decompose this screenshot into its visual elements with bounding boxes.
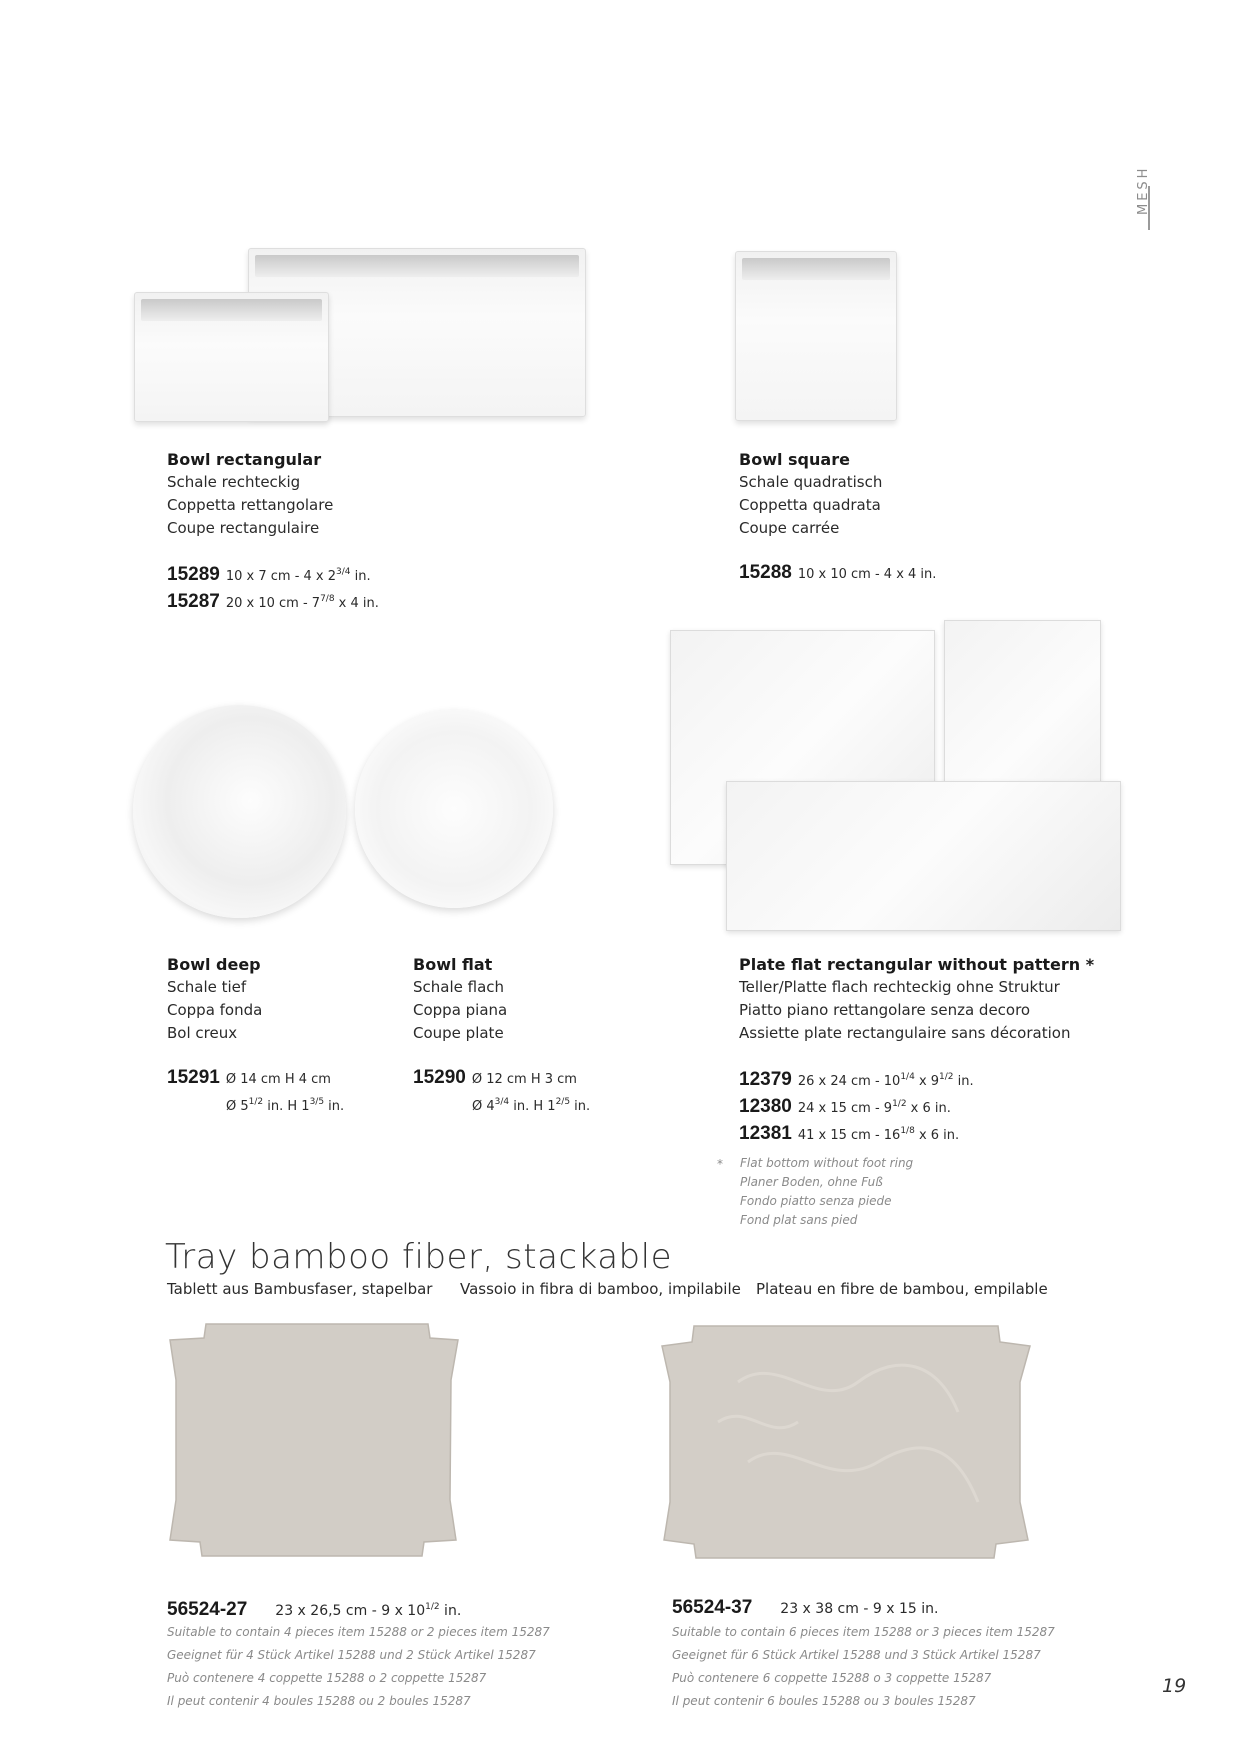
plate-flat-title: Plate flat rectangular without pattern * bbox=[739, 955, 1095, 974]
page-number: 19 bbox=[1162, 1675, 1187, 1697]
item-dims: 10 x 7 cm - 4 x 2 bbox=[225, 569, 337, 584]
note-line: Il peut contenir 6 boules 15288 ou 3 boules 15287 bbox=[672, 1694, 976, 1708]
tray-subtitle-fr: Plateau en fibre de bambou, empilable bbox=[756, 1280, 1048, 1298]
dims-fraction: 3/4 bbox=[494, 1097, 510, 1107]
item-dims: 23 x 38 cm - 9 x 15 in. bbox=[780, 1601, 939, 1617]
note-line: Il peut contenir 4 boules 15288 ou 2 boules 15287 bbox=[167, 1694, 471, 1708]
bowl-flat-title: Bowl flat bbox=[413, 955, 493, 974]
code-row bbox=[167, 1066, 344, 1091]
side-label: MESH bbox=[1136, 165, 1151, 215]
note-line: Può contenere 6 coppette 15288 o 3 coppette 15287 bbox=[672, 1671, 992, 1685]
footnote-line: Fond plat sans pied bbox=[740, 1213, 858, 1227]
bowl-rectangular-codes bbox=[167, 561, 379, 615]
code-row bbox=[739, 561, 936, 586]
dims-fraction: 1/8 bbox=[900, 1126, 915, 1136]
bowl-rectangular-small-image bbox=[134, 292, 329, 422]
tray-large-image bbox=[658, 1322, 1034, 1560]
tray-subtitle-de: Tablett aus Bambusfaser, stapelbar bbox=[167, 1280, 433, 1298]
item-code: 15289 bbox=[167, 564, 220, 585]
bowl-flat-block bbox=[413, 953, 507, 1045]
note-line: Suitable to contain 6 pieces item 15288 or 3 pieces item 15287 bbox=[672, 1625, 1055, 1639]
tray-section-title: Tray bamboo fiber, stackable bbox=[165, 1237, 672, 1277]
plate-flat-block bbox=[739, 953, 1094, 1045]
bowl-square-it: Coppetta quadrata bbox=[739, 496, 881, 514]
tray-small-code-row bbox=[167, 1596, 461, 1623]
bowl-square-de: Schale quadratisch bbox=[739, 473, 883, 491]
bowl-square-image bbox=[735, 251, 897, 421]
dims-fraction: 3/5 bbox=[309, 1097, 325, 1107]
dims-part: in. bbox=[324, 1099, 345, 1114]
bowl-deep-block bbox=[167, 953, 262, 1045]
tray-small-image bbox=[166, 1320, 462, 1558]
dims-fraction: 2/5 bbox=[555, 1097, 571, 1107]
bowl-square-codes bbox=[739, 561, 936, 586]
item-code: 15288 bbox=[739, 562, 792, 583]
item-code: 56524-37 bbox=[672, 1597, 753, 1618]
bowl-deep-fr: Bol creux bbox=[167, 1024, 238, 1042]
dims-fraction: 3/4 bbox=[336, 567, 351, 577]
code-row bbox=[167, 561, 379, 588]
bowl-flat-de: Schale flach bbox=[413, 978, 505, 996]
tray-large-notes bbox=[672, 1621, 1055, 1713]
code-row bbox=[739, 1120, 974, 1147]
dims-part: in. H 1 bbox=[263, 1099, 310, 1114]
bowl-flat-fr: Coupe plate bbox=[413, 1024, 504, 1042]
bowl-deep-de: Schale tief bbox=[167, 978, 247, 996]
dims-part: x 6 in. bbox=[906, 1101, 951, 1116]
bowl-square-block bbox=[739, 448, 882, 540]
bowl-rectangular-de: Schale rechteckig bbox=[167, 473, 301, 491]
item-dims-unit: in. bbox=[439, 1603, 462, 1619]
tray-subtitle-it: Vassoio in fibra di bamboo, impilabile bbox=[460, 1280, 741, 1298]
dims-part: in. H 1 bbox=[509, 1099, 556, 1114]
item-code: 12380 bbox=[739, 1096, 792, 1117]
footnote-line: Planer Boden, ohne Fuß bbox=[740, 1175, 883, 1189]
dims-part: x 9 bbox=[914, 1074, 940, 1089]
item-dims: Ø 12 cm H 3 cm bbox=[471, 1072, 577, 1087]
tray-small-notes bbox=[167, 1621, 550, 1713]
dims-part: Ø 4 bbox=[472, 1099, 495, 1114]
bowl-flat-codes bbox=[413, 1066, 590, 1118]
footnote-line: Fondo piatto senza piede bbox=[740, 1194, 892, 1208]
bowl-rectangular-block bbox=[167, 448, 333, 540]
bowl-square-fr: Coupe carrée bbox=[739, 519, 840, 537]
footnote-star: * bbox=[717, 1157, 723, 1171]
note-line: Geeignet für 6 Stück Artikel 15288 und 3 Stück Artikel 15287 bbox=[672, 1648, 1041, 1662]
item-dims-unit: x 4 in. bbox=[334, 596, 379, 611]
item-dims: 23 x 26,5 cm - 9 x 10 bbox=[275, 1603, 426, 1619]
plate-flat-codes bbox=[739, 1066, 974, 1147]
code-row-imperial bbox=[413, 1091, 590, 1118]
plate-flat-de: Teller/Platte flach rechteckig ohne Struktur bbox=[739, 978, 1060, 996]
note-line: Geeignet für 4 Stück Artikel 15288 und 2 Stück Artikel 15287 bbox=[167, 1648, 536, 1662]
footnote-line: Flat bottom without foot ring bbox=[740, 1156, 914, 1170]
bowl-rectangular-title: Bowl rectangular bbox=[167, 450, 322, 469]
dims-part: in. bbox=[570, 1099, 591, 1114]
note-line: Suitable to contain 4 pieces item 15288 or 2 pieces item 15287 bbox=[167, 1625, 550, 1639]
bowl-square-title: Bowl square bbox=[739, 450, 850, 469]
item-code: 56524-27 bbox=[167, 1599, 248, 1620]
dims-part: 26 x 24 cm - 10 bbox=[797, 1074, 901, 1089]
tray-large-code-row bbox=[672, 1596, 938, 1621]
dims-part: 24 x 15 cm - 9 bbox=[797, 1101, 893, 1116]
bowl-flat-image bbox=[355, 710, 553, 908]
note-line: Può contenere 4 coppette 15288 o 2 coppette 15287 bbox=[167, 1671, 487, 1685]
plate-flat-fr: Assiette plate rectangulaire sans décoration bbox=[739, 1024, 1071, 1042]
code-row bbox=[739, 1066, 974, 1093]
plate-long-image bbox=[726, 781, 1121, 931]
bowl-flat-it: Coppa piana bbox=[413, 1001, 508, 1019]
item-code: 15287 bbox=[167, 591, 220, 612]
item-code: 15290 bbox=[413, 1067, 466, 1088]
bowl-rectangular-it: Coppetta rettangolare bbox=[167, 496, 334, 514]
dims-fraction: 1/2 bbox=[248, 1097, 264, 1107]
dims-fraction: 1/2 bbox=[425, 1602, 440, 1612]
footnote-block bbox=[740, 1154, 913, 1230]
bowl-deep-codes bbox=[167, 1066, 344, 1118]
item-dims-unit: in. bbox=[350, 569, 371, 584]
item-code: 15291 bbox=[167, 1067, 220, 1088]
item-dims: Ø 14 cm H 4 cm bbox=[225, 1072, 331, 1087]
code-row bbox=[167, 588, 379, 615]
dims-part: x 6 in. bbox=[914, 1128, 960, 1143]
dims-fraction: 1/4 bbox=[900, 1072, 915, 1082]
code-row bbox=[739, 1093, 974, 1120]
dims-part: in. bbox=[953, 1074, 974, 1089]
dims-part: Ø 5 bbox=[226, 1099, 249, 1114]
item-dims: 20 x 10 cm - 7 bbox=[225, 596, 321, 611]
dims-part: 41 x 15 cm - 16 bbox=[797, 1128, 901, 1143]
dims-fraction: 7/8 bbox=[320, 594, 335, 604]
code-row-imperial bbox=[167, 1091, 344, 1118]
bowl-deep-image bbox=[133, 705, 346, 918]
code-row bbox=[413, 1066, 590, 1091]
item-code: 12379 bbox=[739, 1069, 792, 1090]
bowl-deep-it: Coppa fonda bbox=[167, 1001, 263, 1019]
bowl-deep-title: Bowl deep bbox=[167, 955, 261, 974]
plate-flat-it: Piatto piano rettangolare senza decoro bbox=[739, 1001, 1031, 1019]
item-code: 12381 bbox=[739, 1123, 792, 1144]
bowl-rectangular-fr: Coupe rectangulaire bbox=[167, 519, 320, 537]
dims-fraction: 1/2 bbox=[892, 1099, 907, 1109]
item-dims: 10 x 10 cm - 4 x 4 in. bbox=[797, 567, 937, 582]
dims-fraction: 1/2 bbox=[939, 1072, 954, 1082]
